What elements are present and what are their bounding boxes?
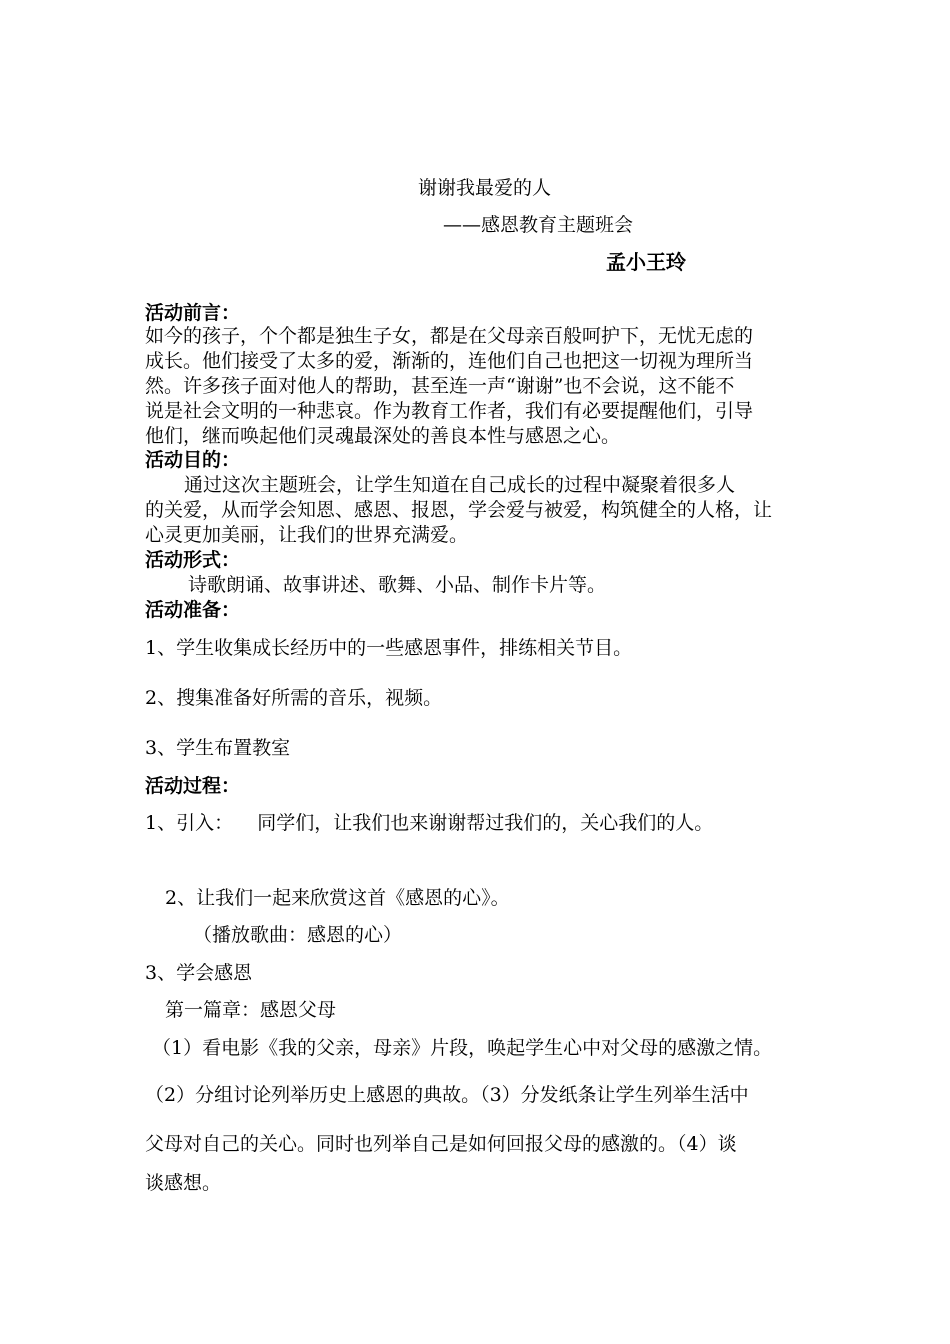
process-step: 3、学会感恩 (145, 962, 253, 984)
chapter-line: 父母对自己的关心。同时也列举自己是如何回报父母的感激的。（4）谈 (145, 1133, 737, 1155)
preparation-heading: 活动准备： (145, 599, 241, 621)
process-heading: 活动过程： (145, 775, 241, 797)
chapter-line: （1）看电影《我的父亲，母亲》片段，唤起学生心中对父母的感激之情。 (152, 1037, 773, 1059)
preparation-item: 2、搜集准备好所需的音乐，视频。 (145, 687, 443, 709)
preface-line: 然。许多孩子面对他人的帮助，甚至连一声“谢谢”也不会说，这不能不 (145, 375, 735, 397)
preface-line: 他们，继而唤起他们灵魂最深处的善良本性与感恩之心。 (145, 425, 621, 447)
preface-line: 说是社会文明的一种悲哀。作为教育工作者，我们有必要提醒他们，引导 (145, 400, 754, 422)
preparation-item: 1、学生收集成长经历中的一些感恩事件，排练相关节目。 (145, 637, 633, 659)
purpose-line: 心灵更加美丽，让我们的世界充满爱。 (145, 524, 469, 546)
format-heading: 活动形式： (145, 549, 241, 571)
preface-line: 如今的孩子，个个都是独生子女，都是在父母亲百般呵护下，无忧无虑的 (145, 325, 754, 347)
chapter-title: 第一篇章：感恩父母 (165, 999, 337, 1021)
format-line: 诗歌朗诵、故事讲述、歌舞、小品、制作卡片等。 (188, 574, 607, 596)
preparation-item: 3、学生布置教室 (145, 737, 291, 759)
chapter-line: （2）分组讨论列举历史上感恩的典故。（3）分发纸条让学生列举生活中 (145, 1084, 749, 1106)
process-note: （播放歌曲：感恩的心） (193, 924, 403, 946)
chapter-line: 谈感想。 (145, 1172, 222, 1194)
document-title: 谢谢我最爱的人 (418, 177, 552, 199)
document-subtitle: ——感恩教育主题班会 (443, 214, 634, 236)
preface-heading: 活动前言： (145, 302, 241, 324)
process-step: 1、引入： 同学们，让我们也来谢谢帮过我们的，关心我们的人。 (145, 812, 714, 834)
preface-line: 成长。他们接受了太多的爱，渐渐的，连他们自己也把这一切视为理所当 (145, 350, 754, 372)
purpose-line: 的关爱，从而学会知恩、感恩、报恩，学会爱与被爱，构筑健全的人格，让 (145, 499, 773, 521)
process-step: 2、让我们一起来欣赏这首《感恩的心》。 (165, 887, 510, 909)
purpose-heading: 活动目的： (145, 449, 241, 471)
purpose-line: 通过这次主题班会，让学生知道在自己成长的过程中凝聚着很多人 (184, 474, 736, 496)
author-name: 孟小王玲 (606, 250, 686, 274)
